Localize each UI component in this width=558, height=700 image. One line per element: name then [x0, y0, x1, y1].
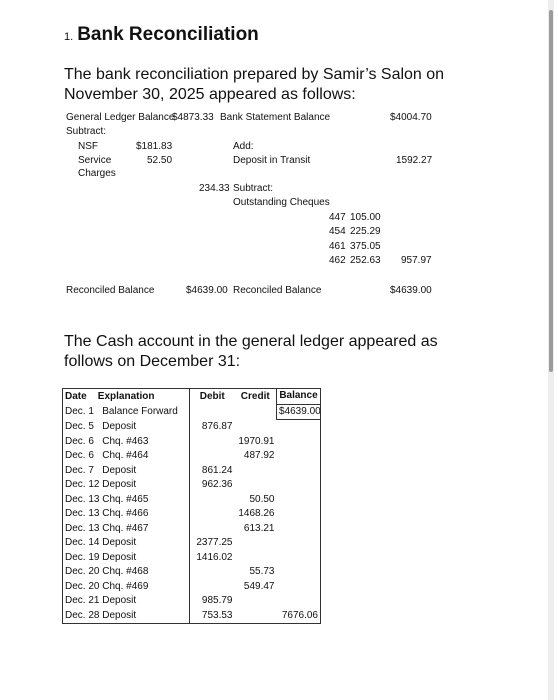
- service-charges-amount: 52.50: [147, 155, 173, 166]
- cell-debit: [190, 435, 235, 450]
- cell-date-explanation: Dec. 13 Chq. #465: [63, 493, 190, 508]
- cheque-amount: 225.29: [350, 226, 381, 237]
- cell-credit: [235, 420, 277, 435]
- cell-balance: [277, 420, 321, 435]
- cheque-amount: 375.05: [350, 241, 381, 252]
- cheque-number: 461: [329, 241, 346, 252]
- cell-credit: 487.92: [243, 450, 275, 462]
- page-title: [64, 24, 259, 46]
- column-header-credit: Credit: [240, 390, 270, 402]
- table-header-row: [63, 389, 321, 405]
- cell-debit: 2377.25: [196, 537, 233, 549]
- cell-balance: [277, 478, 321, 493]
- table-row: [63, 580, 321, 595]
- cheque-amount: 105.00: [350, 212, 381, 223]
- intro-paragraph: The bank reconciliation prepared by Samir’s Salon on November 30, 2025 appeared as follows:: [64, 66, 445, 103]
- cell-debit: [190, 522, 235, 537]
- cell-balance: [277, 594, 321, 609]
- cheque-number: 462: [329, 255, 346, 266]
- nsf-amount: $181.83: [136, 141, 173, 152]
- cell-date-explanation: Dec. 6 Chq. #463: [63, 435, 190, 450]
- outstanding-cheques-label: Outstanding Cheques: [233, 197, 330, 208]
- table-row: [63, 478, 321, 493]
- reconciled-balance-amount-left: $4639.00: [186, 285, 228, 296]
- cell-debit: 876.87: [201, 421, 233, 432]
- cell-debit: [190, 404, 235, 420]
- subtract-label: Subtract:: [66, 126, 107, 137]
- cell-credit: [235, 464, 277, 479]
- table-row: [63, 493, 321, 508]
- gl-balance-amount: $4873.33: [172, 112, 214, 123]
- reconciled-balance-label-left: Reconciled Balance: [66, 285, 155, 296]
- cell-debit: 985.79: [201, 595, 233, 607]
- cell-debit: [190, 507, 235, 522]
- gl-balance-label: General Ledger Balance: [66, 112, 175, 123]
- cell-credit: [235, 536, 277, 551]
- cell-credit: 50.50: [249, 493, 275, 505]
- cell-balance: 7676.06: [281, 609, 318, 621]
- scrollbar-thumb[interactable]: [549, 10, 553, 372]
- cell-credit: [235, 594, 277, 609]
- cell-debit: [190, 580, 235, 595]
- bank-statement-amount: $4004.70: [390, 112, 432, 123]
- cell-debit: 962.36: [201, 479, 233, 491]
- table-row: [63, 507, 321, 522]
- cell-credit: 55.73: [249, 566, 275, 578]
- cell-balance: [277, 580, 321, 595]
- bank-statement-label: Bank Statement Balance: [220, 112, 331, 123]
- cell-balance: [277, 565, 321, 580]
- cell-debit: [190, 449, 235, 464]
- cell-credit: [235, 478, 277, 493]
- cell-date-explanation: Dec. 13 Chq. #466: [63, 507, 190, 522]
- question-number: 1.: [64, 31, 74, 43]
- column-header-debit: Debit: [199, 390, 225, 402]
- cell-date-explanation: Dec. 5 Deposit: [63, 420, 190, 435]
- cell-balance: $4639.00: [277, 404, 321, 420]
- table-row: [63, 565, 321, 580]
- table-row: [63, 420, 321, 435]
- cell-date-explanation: Dec. 28 Deposit: [63, 609, 190, 624]
- table-row: [63, 464, 321, 479]
- cell-debit: [190, 493, 235, 508]
- table-row: [63, 551, 321, 566]
- question-title: Bank Reconciliation: [77, 24, 259, 45]
- cell-date-explanation: Dec. 1 Balance Forward: [63, 404, 190, 420]
- cell-balance: [277, 551, 321, 566]
- cell-balance: [277, 464, 321, 479]
- deposit-in-transit-amount: 1592.27: [396, 155, 433, 166]
- table-row: [63, 536, 321, 551]
- cell-date-explanation: Dec. 13 Chq. #467: [63, 522, 190, 537]
- cell-credit: 549.47: [243, 580, 275, 592]
- outstanding-cheques-total: 957.97: [401, 255, 432, 266]
- add-label: Add:: [233, 141, 254, 152]
- cell-debit: 1416.02: [196, 551, 233, 563]
- cell-date-explanation: Dec. 21 Deposit: [63, 594, 190, 609]
- cash-account-paragraph: The Cash account in the general ledger appeared as follows on December 31:: [64, 333, 438, 370]
- cell-credit: 1468.26: [238, 508, 275, 520]
- cell-debit: 753.53: [201, 609, 233, 621]
- deposit-in-transit-label: Deposit in Transit: [233, 155, 311, 166]
- table-row: [63, 594, 321, 609]
- cell-balance: [277, 536, 321, 551]
- cell-balance: [277, 435, 321, 450]
- cell-debit: 861.24: [201, 464, 233, 476]
- cell-date-explanation: Dec. 14 Deposit: [63, 536, 190, 551]
- nsf-label: NSF: [78, 141, 98, 152]
- cell-credit: 613.21: [243, 522, 275, 534]
- cell-credit: [235, 551, 277, 566]
- cell-date-explanation: Dec. 12 Deposit: [63, 478, 190, 493]
- cell-date-explanation: Dec. 20 Chq. #469: [63, 580, 190, 595]
- cell-date-explanation: Dec. 20 Chq. #468: [63, 565, 190, 580]
- reconciled-balance-label-right: Reconciled Balance: [233, 285, 322, 296]
- table-row: [63, 449, 321, 464]
- service-charges-label-line1: Service: [78, 155, 112, 166]
- cheque-number: 447: [329, 212, 346, 223]
- cell-balance: [277, 449, 321, 464]
- table-row: [63, 404, 321, 420]
- cell-credit: [235, 404, 277, 420]
- cell-credit: 1970.91: [238, 435, 275, 447]
- cell-balance: [277, 522, 321, 537]
- subtract-label-2: Subtract:: [233, 183, 274, 194]
- cell-date-explanation: Dec. 19 Deposit: [63, 551, 190, 566]
- cell-balance: [277, 507, 321, 522]
- cell-date-explanation: Dec. 7 Deposit: [63, 464, 190, 479]
- column-header-balance: Balance: [277, 389, 321, 405]
- cell-date-explanation: Dec. 6 Chq. #464: [63, 449, 190, 464]
- table-row: [63, 522, 321, 537]
- cell-balance: [277, 493, 321, 508]
- cheque-number: 454: [329, 226, 346, 237]
- cheque-amount: 252.63: [350, 255, 381, 266]
- service-charges-label-line2: Charges: [78, 168, 116, 179]
- table-row: [63, 609, 321, 624]
- reconciled-balance-amount-right: $4639.00: [390, 285, 432, 296]
- cell-debit: [190, 565, 235, 580]
- subtotal-amount: 234.33: [199, 183, 230, 194]
- cell-credit: [235, 609, 277, 624]
- table-row: [63, 435, 321, 450]
- cash-ledger-table: [62, 388, 321, 624]
- column-header-date-explanation: Date Explanation: [63, 389, 190, 405]
